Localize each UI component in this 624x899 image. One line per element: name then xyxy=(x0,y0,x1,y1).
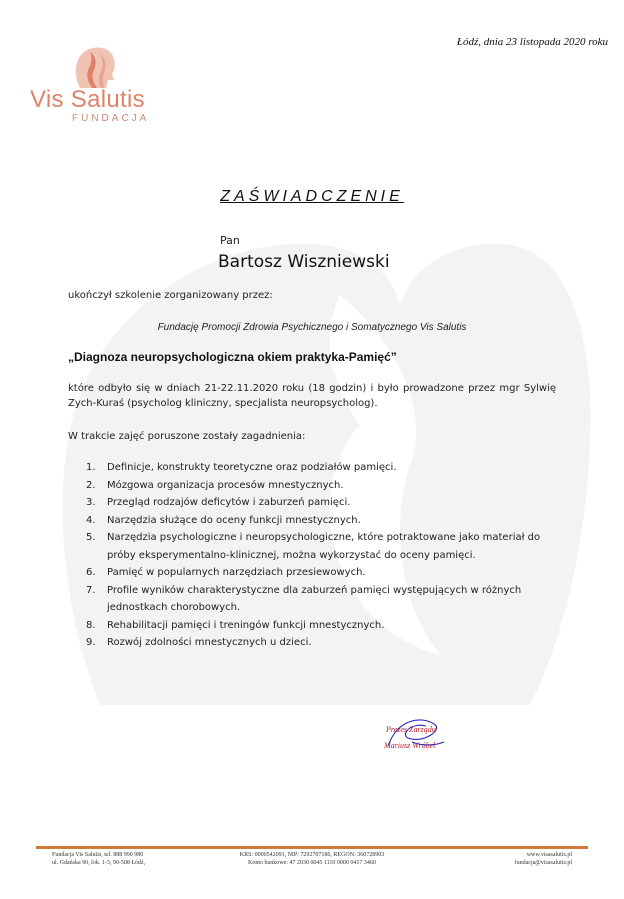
course-title: „Diagnoza neuropsychologiczna okiem praktyka-Pamięć” xyxy=(68,350,397,364)
footer-registration-line-2: Konto bankowe: 47 2030 0045 1110 0000 0417 3460 xyxy=(248,860,376,866)
list-item-text: Mózgowa organizacja procesów mnestycznych. xyxy=(107,479,344,491)
list-item-text: Przegląd rodzajów deficytów i zaburzeń pamięci. xyxy=(107,497,351,508)
footer-website[interactable]: www.visasalutis.pl xyxy=(526,852,572,858)
list-item-number: 3. xyxy=(86,497,96,508)
list-item xyxy=(86,459,556,477)
footer-contact-line-1: Fundacja Vis Salutis, tel. 888 990 980 xyxy=(52,852,144,858)
footer-divider xyxy=(36,846,588,849)
topics-list xyxy=(86,459,556,652)
topics-intro: W trakcie zajęć poruszone zostały zagadnienia: xyxy=(68,431,306,442)
list-item xyxy=(86,477,556,495)
head-profile-icon xyxy=(70,46,120,90)
stamp-line-1: Prezes Zarządu xyxy=(386,725,436,734)
list-item-text: Pamięć w popularnych narzędziach przesiewowych. xyxy=(107,567,366,578)
completion-statement: ukończył szkolenie zorganizowany przez: xyxy=(68,290,273,301)
list-item-number: 2. xyxy=(86,479,96,491)
logo-subtitle: FUNDACJA xyxy=(72,113,150,124)
document-date: Łódź, dnia 23 listopada 2020 roku xyxy=(456,36,608,48)
organizer-name: Fundację Promocji Zdrowia Psychicznego i Somatycznego Vis Salutis xyxy=(157,322,467,333)
signature-stamp xyxy=(382,716,462,756)
list-item-text: Profile wyników charakterystyczne dla zaburzeń pamięci występujących w różnych jednostkach chorobowych. xyxy=(107,584,522,613)
list-item xyxy=(86,617,556,635)
list-item-text: Narzędzia służące do oceny funkcji mnestycznych. xyxy=(107,514,361,526)
recipient-name: Bartosz Wiszniewski xyxy=(218,252,390,272)
list-item-number: 1. xyxy=(86,462,96,473)
list-item-text: Narzędzia psychologiczne i neuropsychologiczne, które potraktowane jako materiał do próby eksperymentalno-klinicznej, można wykorzystać do oceny pamięci. xyxy=(107,532,541,561)
list-item-number: 5. xyxy=(86,532,96,543)
footer-email[interactable]: fundacja@visasalutis.pl xyxy=(514,860,572,866)
list-item xyxy=(86,494,556,512)
document-title: ZAŚWIADCZENIE xyxy=(220,188,404,205)
salutation: Pan xyxy=(220,234,240,247)
list-item xyxy=(86,529,556,564)
list-item-number: 6. xyxy=(86,567,96,578)
list-item-number: 7. xyxy=(86,584,96,596)
logo-name: Vis Salutis xyxy=(30,86,145,113)
list-item-text: Rehabilitacji pamięci i treningów funkcji mnestycznych. xyxy=(107,619,385,631)
list-item-number: 9. xyxy=(86,637,96,648)
list-item-number: 8. xyxy=(86,619,96,631)
list-item xyxy=(86,582,556,617)
list-item-text: Definicje, konstrukty teoretyczne oraz podziałów pamięci. xyxy=(107,462,397,473)
vis-salutis-logo xyxy=(30,46,170,126)
course-details: które odbyło się w dniach 21-22.11.2020 roku (18 godzin) i było prowadzone przez mgr Sylwię Zych-Kuraś (psycholog kliniczny, specjalista neuropsycholog). xyxy=(68,383,556,409)
list-item xyxy=(86,634,556,652)
list-item xyxy=(86,512,556,530)
list-item-text: Rozwój zdolności mnestycznych u dzieci. xyxy=(107,637,312,648)
list-item xyxy=(86,564,556,582)
footer-contact-line-2: ul. Gdańska 90, lok. 1-3, 90-508 Łódź, xyxy=(52,860,146,866)
stamp-line-2: Mariusz Wróbel xyxy=(384,741,436,750)
footer-web xyxy=(515,851,572,867)
list-item-number: 4. xyxy=(86,514,96,526)
footer-registration-line-1: KRS: 0000542091, NIP: 7292707186, REGON: 360728903 xyxy=(239,852,385,858)
